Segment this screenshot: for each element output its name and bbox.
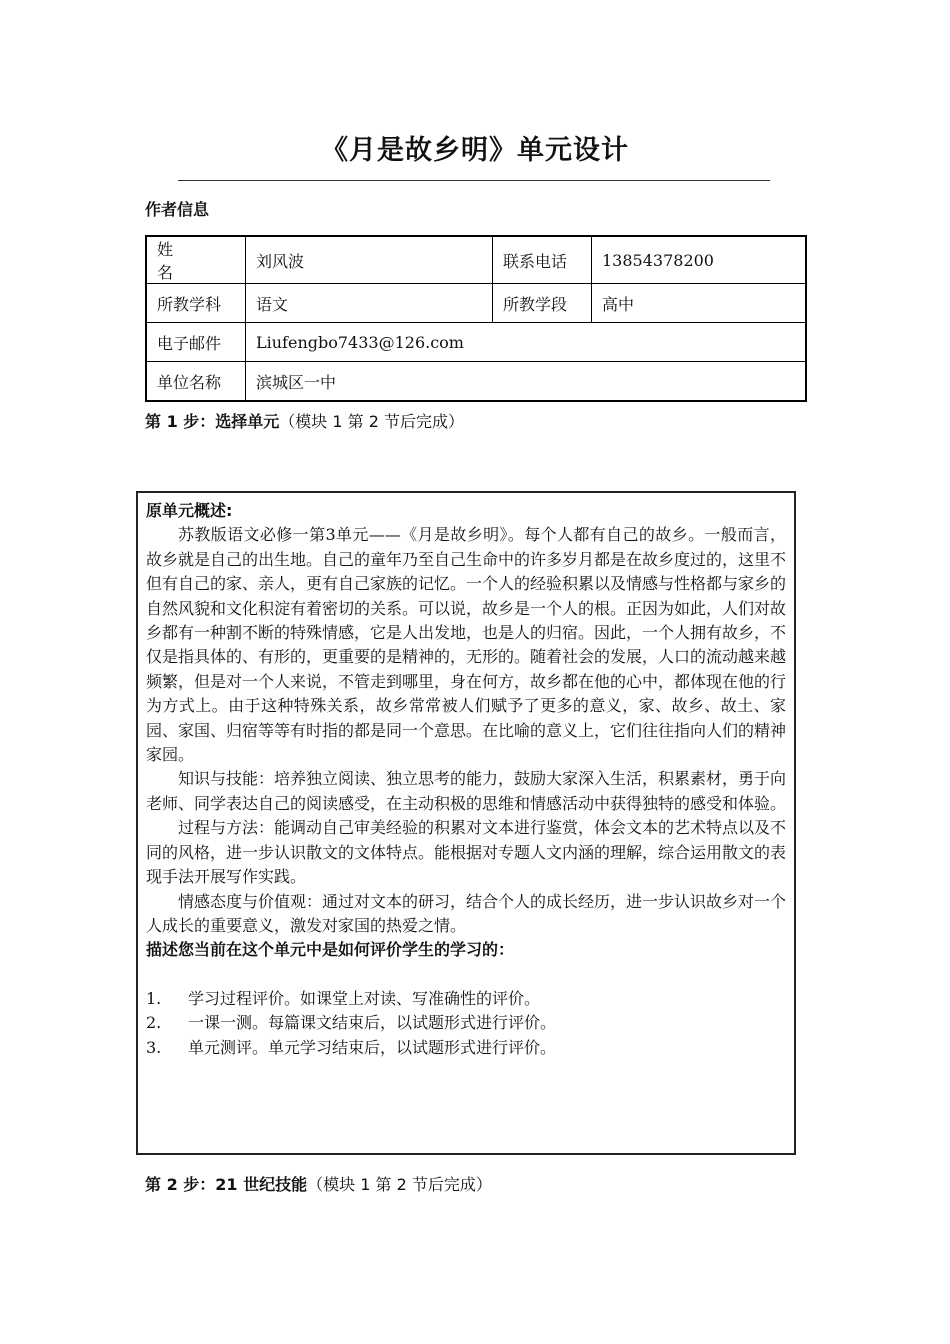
overview-paragraph: 情感态度与价值观：通过对文本的研习，结合个人的成长经历，进一步认识故乡对一个人成长的重要意义，激发对家国的热爱之情。 [146,891,787,935]
step2-note: （模块 1 第 2 节后完成） [307,1175,492,1194]
unit-value: 滨城区一中 [246,362,807,402]
list-item: 3. 单元测评。单元学习结束后，以试题形式进行评价。 [146,1037,557,1057]
overview-paragraph: 苏教版语文必修一第3单元——《月是故乡明》。每个人都有自己的故乡。一般而言，故乡就是自己的出生地。自己的童年乃至自己生命中的许多岁月都是在故乡度过的，这里不但有自己的家、亲人，更有自己家族的记忆。一个人的经验积累以及情感与性格都与家乡的自然风貌和文化积淀有着密切的关系。可以说，故乡是一个人的根。正因为如此，人们对故乡都有一种割不断的特殊情感，它是人出发地，也是人的归宿。因此，一个人拥有故乡，不仅是指具体的、有形的，更重要的是精神的，无形的。随着社会的发展，人口的流动越来越频繁，但是对一个人来说，不管走到哪里，身在何方，故乡都在他的心中，都体现在他的行为方式上。由于这种特殊关系，故乡常常被人们赋予了更多的意义，家、故乡、故土、家园、家国、归宿等等有时指的都是同一个意思。在比喻的意义上，它们往往指向人们的精神家园。 [146,525,787,765]
step1-title: 第 1 步：选择单元 [145,412,280,431]
list-item: 2. 一课一测。每篇课文结束后，以试题形式进行评价。 [146,1013,557,1033]
level-label: 所教学段 [493,284,592,323]
overview-paragraph: 知识与技能：培养独立阅读、独立思考的能力，鼓励大家深入生活，积累素材，勇于向老师、同学表达自己的阅读感受，在主动积极的思维和情感活动中获得独特的感受和体验。 [146,769,787,813]
phone-value: 13854378200 [592,236,807,284]
evaluation-heading: 描述您当前在这个单元中是如何评价学生的学习的： [146,940,515,960]
table-row [146,284,806,323]
table-row [146,323,806,362]
document-title: 《月是故乡明》单元设计 [321,135,629,166]
level-value: 高中 [592,284,807,323]
overview-heading: 原单元概述: [146,501,233,520]
table-row [146,236,806,284]
overview-paragraph: 过程与方法：能调动自己审美经验的积累对文本进行鉴赏，体会文本的艺术特点以及不同的风格，进一步认识散文的文体特点。能根据对专题人文内涵的理解，综合运用散文的表现手法开展写作实践。 [146,818,787,887]
table-row [146,362,806,402]
phone-label: 联系电话 [493,236,592,284]
author-info-table [145,235,807,402]
name-label: 姓名 [146,236,246,284]
step1-note: （模块 1 第 2 节后完成） [279,412,464,431]
email-value: Liufengbo7433@126.com [246,323,807,362]
unit-label: 单位名称 [146,362,246,402]
subject-label: 所教学科 [146,284,246,323]
step1-heading [145,409,464,432]
email-label: 电子邮件 [146,323,246,362]
list-item: 1. 学习过程评价。如课堂上对读、写准确性的评价。 [146,988,541,1008]
evaluation-list [146,987,786,1060]
subject-value: 语文 [246,284,493,323]
step2-title: 第 2 步：21 世纪技能 [145,1175,308,1194]
unit-overview-box [136,491,796,1155]
step2-heading [145,1172,492,1195]
author-info-heading: 作者信息 [145,200,210,219]
title-divider [178,180,770,181]
name-value: 刘风波 [246,236,493,284]
